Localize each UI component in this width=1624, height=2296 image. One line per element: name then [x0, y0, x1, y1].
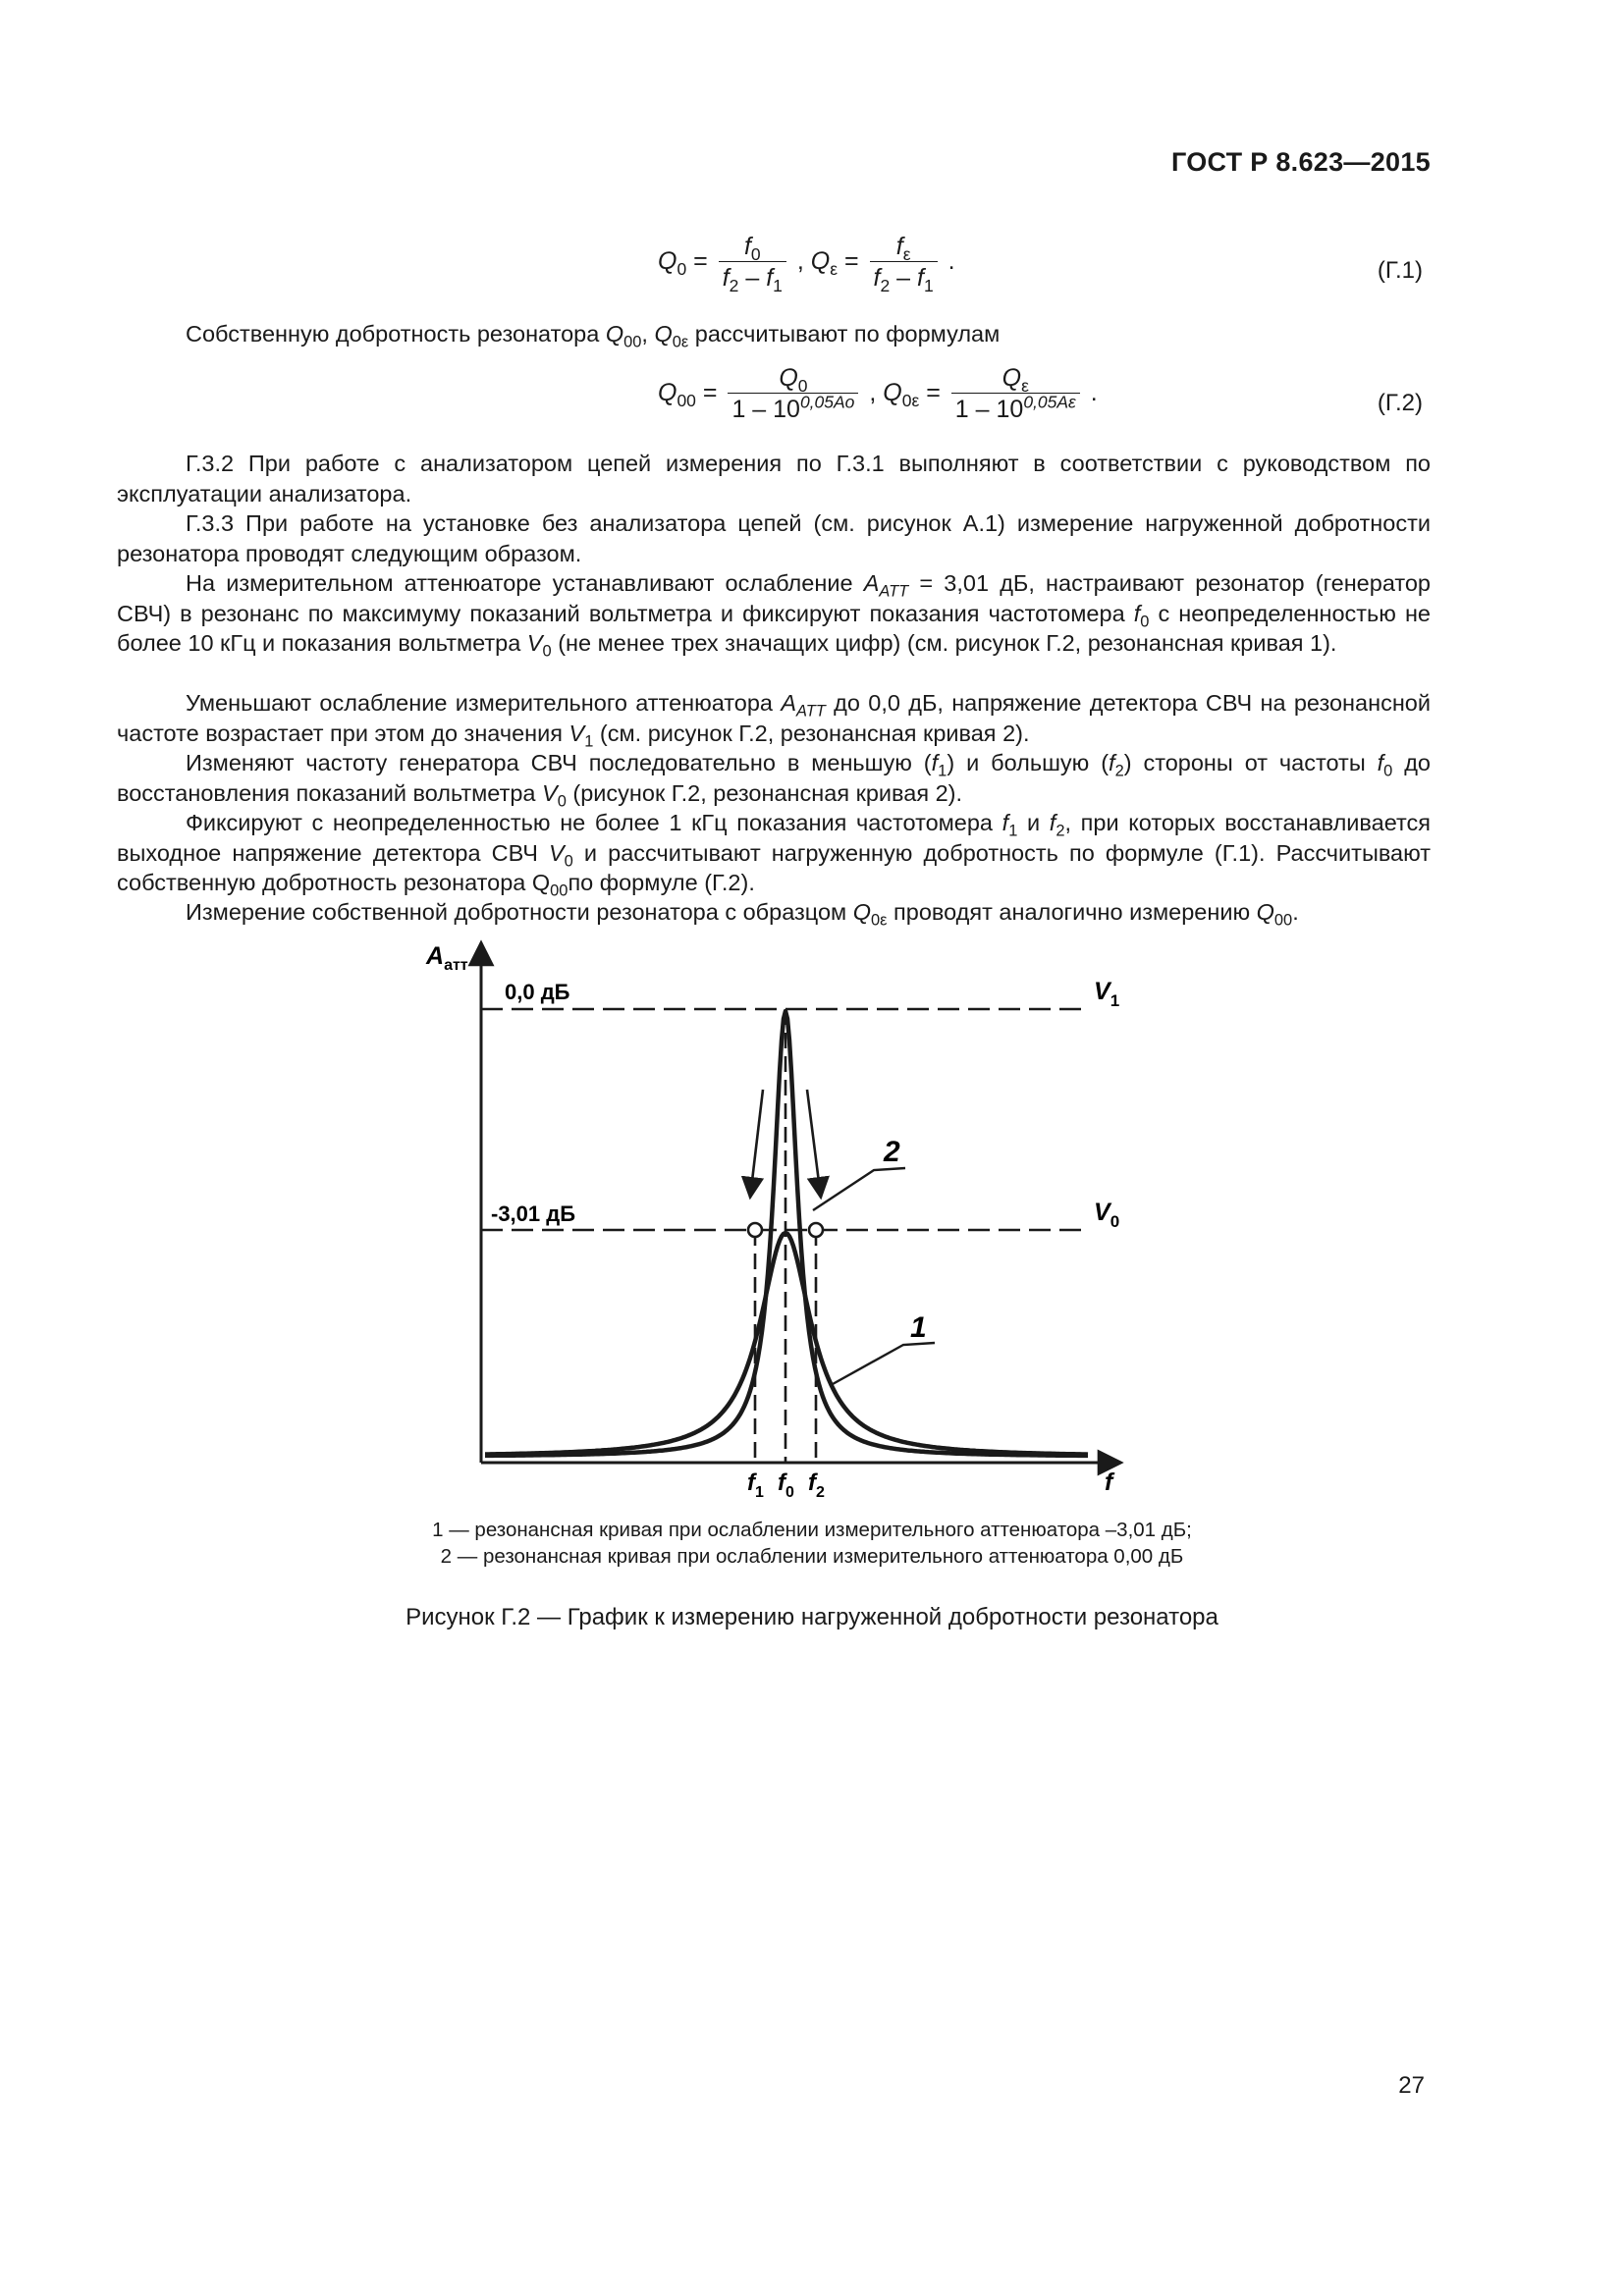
eq-sign: =: [926, 379, 941, 407]
leader-curve-1: [833, 1343, 935, 1384]
standard-id: ГОСТ Р 8.623—2015: [1170, 147, 1431, 177]
minus-sign: –: [745, 264, 760, 292]
legend-line-2: 2 — резонансная кривая при ослаблении измерительного аттенюатора 0,00 дБ: [440, 1545, 1184, 1568]
q0-sub: 0: [677, 259, 687, 280]
f2-den: f: [873, 264, 881, 292]
y-axis-label: $A_{атт}$: [426, 942, 468, 974]
intro-paragraph: Собственную добротность резонатора $Q_{00}$, $Q_{0\varepsilon}$ рассчитывают по формулам: [186, 321, 1001, 351]
qe-sub: ε: [830, 259, 839, 280]
paragraph-g32: Г.3.2 При работе с анализатором цепей измерения по Г.3.1 выполняют в соответствии с руководством по эксплуатации анализатора.: [117, 451, 1431, 507]
leader-curve-2: [813, 1168, 905, 1210]
level-mid-label: -3,01 дБ: [491, 1201, 576, 1226]
f2-den-sub: 2: [729, 276, 739, 295]
figure-caption: Рисунок Г.2 — График к измерению нагруженной добротности резонатора: [406, 1604, 1218, 1630]
q0e-symbol: Q: [883, 379, 902, 407]
q0-num-sub: 0: [797, 376, 808, 396]
f1-den: f: [917, 264, 924, 292]
f0-num-sub: 0: [750, 244, 761, 264]
f2-label: $f_2$: [808, 1469, 825, 1501]
f1-den-sub: 1: [923, 276, 934, 295]
paragraph-fix: Фиксируют с неопределенностью не более 1 кГц показания частотомера $f_1$ и $f_2$, при которых восстанавливается выходное напряжение детектора СВЧ $V_0$ и рассчитывают нагруженную добротность по формуле (Г.1). Рассчитывают собственную добротность резонатора $Q_{00}по$ формуле (Г.2).: [117, 810, 1431, 900]
curve-1-label: 1: [910, 1311, 927, 1344]
period: .: [947, 247, 955, 276]
q00-sub: 00: [677, 391, 696, 411]
den-exp: 0,05Aε: [1023, 392, 1076, 412]
f0-num: f: [743, 233, 751, 260]
den-base: 1 – 10: [954, 396, 1024, 423]
paragraph-measure: Измерение собственной добротности резонатора с образцом $Q_{0\varepsilon}$ проводят аналогично измерению $Q_{00}$.: [186, 899, 1299, 930]
paragraph-change: Изменяют частоту генератора СВЧ последовательно в меньшую $(f_1)$ и большую $(f_2)$ стороны от частоты $f_0$ до восстановления показаний вольтметра $V_0$ (рисунок Г.2, резонансная кривая 2).: [117, 750, 1432, 811]
eq-sign: =: [693, 247, 708, 276]
paragraph-decrease: Уменьшают ослабление измерительного аттенюатора $A_{ATT}$ до 0,0 дБ, напряжение детектора СВЧ на резонансной частоте возрастает при этом до значения $V_1$ (см. рисунок Г.2, резонансная кривая 2).: [117, 690, 1432, 751]
paragraph-attenuator: На измерительном аттенюаторе устанавливают ослабление $A_{ATT} = 3,01$ дБ, настраивают резонатор (генератор СВЧ) в резонанс по максимуму показаний вольтметра и фиксируют показания частотомера $f_0$ с неопределенностью не более 10 кГц и показания вольтметра $V_0$ (не менее трех значащих цифр) (см. рисунок Г.2, резонансная кривая 1).: [117, 570, 1432, 661]
arrow-left: [750, 1090, 763, 1198]
f2-den: f: [722, 264, 730, 292]
curve-2-label: 2: [884, 1136, 900, 1168]
f1-den-sub: 1: [773, 276, 783, 295]
eq-sign: =: [702, 379, 718, 407]
eq-sign: =: [843, 247, 859, 276]
arrow-right: [807, 1090, 821, 1198]
q0-num: Q: [779, 364, 798, 392]
den-exp: 0,05Ao: [799, 392, 855, 412]
equation-number-g2: (Г.2): [1377, 390, 1423, 416]
fe-num: f: [895, 233, 903, 260]
f2-den-sub: 2: [880, 276, 891, 295]
qe-symbol: Q: [810, 247, 831, 276]
f1-den: f: [766, 264, 774, 292]
equation-number-g1: (Г.1): [1377, 257, 1423, 284]
legend-line-1: 1 — резонансная кривая при ослаблении измерительного аттенюатора –3,01 дБ;: [432, 1519, 1192, 1541]
f0-label: $f_0$: [778, 1469, 794, 1501]
q0e-sub: 0ε: [901, 391, 920, 411]
x-axis-label: f: [1105, 1468, 1113, 1496]
page-number: 27: [1398, 2072, 1425, 2099]
level-top-label: 0,0 дБ: [505, 980, 570, 1004]
f1-label: $f_1$: [747, 1469, 764, 1501]
period: .: [1090, 379, 1098, 407]
separator: ,: [869, 379, 877, 407]
v1-label: $V_1$: [1094, 978, 1120, 1010]
den-base: 1 – 10: [731, 396, 800, 423]
paragraph-g33: Г.3.3 При работе на установке без анализатора цепей (см. рисунок А.1) измерение нагруженной добротности резонатора проводят следующим образом.: [117, 510, 1431, 566]
v0-label: $V_0$: [1094, 1199, 1120, 1231]
fe-num-sub: ε: [902, 244, 911, 264]
minus-sign: –: [896, 264, 911, 292]
q0-symbol: Q: [658, 247, 677, 276]
qe-num-sub: ε: [1021, 376, 1029, 396]
q00-symbol: Q: [658, 379, 677, 407]
qe-num: Q: [1001, 364, 1022, 392]
point-f1: [748, 1223, 762, 1237]
separator: ,: [796, 247, 804, 276]
point-f2: [809, 1223, 823, 1237]
